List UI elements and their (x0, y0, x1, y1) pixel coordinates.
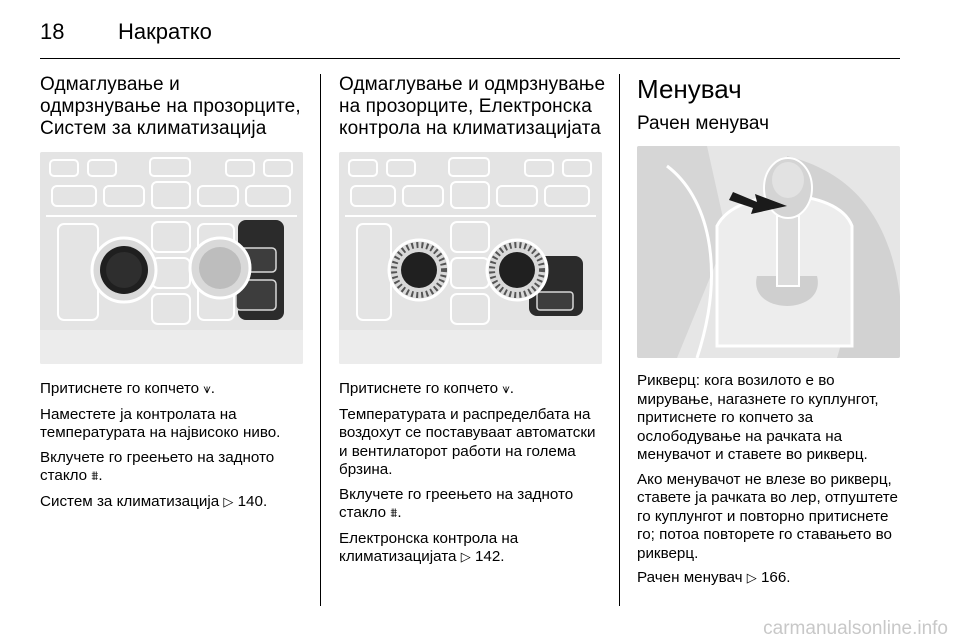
paragraph: Ако менувачот не влезе во рикверц, ставете ја рачката во лер, отпуштете го куплунгот и повторно притиснете го; потоа повторете го ставањето во рикверц. (637, 470, 898, 562)
paragraph (40, 380, 306, 400)
column-divider-2 (619, 74, 620, 606)
paragraph-text: Рачен менувач (637, 569, 743, 586)
paragraph: Температурата и распределбата на воздохут се поставуваат автоматски и вентилаторот работи на голема брзина. (339, 405, 596, 478)
page-reference-arrow-icon: ▷ (460, 550, 471, 565)
column-text (40, 380, 306, 512)
page-reference[interactable]: 140. (237, 492, 268, 510)
climate-panel-illustration (339, 152, 602, 364)
header-divider (40, 58, 900, 59)
paragraph (637, 569, 903, 589)
paragraph (40, 449, 306, 487)
windscreen-defrost-icon: ⩛ (203, 382, 211, 397)
section-heading: Одмаглување и одмрзнување на прозорците, Систем за климатизација (40, 74, 301, 139)
punctuation: . (397, 504, 402, 521)
punctuation: . (509, 380, 514, 397)
column-transmission (637, 74, 903, 595)
punctuation: . (210, 380, 215, 397)
section-heading: Одмаглување и одмрзнување на прозорците, Електронска контрола на климатизацијата (339, 74, 606, 139)
climate-panel-drawing (339, 152, 602, 364)
paragraph-text: Систем за климатизација (40, 492, 220, 510)
rear-window-heating-icon: ⩩ (91, 469, 99, 484)
punctuation: . (98, 467, 103, 484)
paragraph-text: Притиснете го копчето (339, 380, 499, 397)
page-reference-arrow-icon: ▷ (746, 571, 757, 586)
paragraph: Наместете ја контролата на температурата на највисоко ниво. (40, 405, 281, 441)
paragraph-text: Вклучете го греењето на задното стакло (339, 485, 574, 521)
column-text (637, 372, 903, 589)
ac-panel-illustration (40, 152, 303, 364)
watermark: carmanualsonline.info (763, 618, 948, 639)
gear-lever-illustration (637, 146, 900, 358)
windscreen-defrost-icon: ⩛ (502, 382, 510, 397)
page-header (40, 14, 900, 50)
page-reference-arrow-icon: ▷ (223, 494, 234, 510)
paragraph (40, 493, 306, 513)
paragraph (339, 486, 607, 524)
page-reference[interactable]: 166. (760, 569, 791, 586)
paragraph-text: Електронска контрола на климатизацијата (339, 529, 519, 565)
paragraph (339, 380, 607, 400)
gear-lever-drawing (637, 146, 900, 358)
column-text (339, 380, 607, 568)
page-reference[interactable]: 142. (474, 548, 505, 565)
page-title: Накратко (118, 19, 212, 44)
column-electronic-climate (339, 74, 607, 574)
page-number: 18 (40, 19, 65, 44)
rear-window-heating-icon: ⩩ (390, 506, 398, 521)
column-ac-defrost (40, 74, 306, 518)
paragraph-text: Вклучете го греењето на задното стакло (40, 448, 275, 484)
column-divider-1 (320, 74, 321, 606)
paragraph: Рикверц: кога возилото е во мирување, нагазнете го куплунгот, притиснете го копчето за ослободување на рачката на менувачот и ставете во рикверц. (637, 372, 879, 463)
section-title: Менувач (637, 74, 742, 104)
section-subtitle: Рачен менувач (637, 113, 769, 134)
paragraph-text: Притиснете го копчето (40, 380, 200, 397)
paragraph (339, 530, 607, 568)
ac-panel-drawing (40, 152, 303, 364)
